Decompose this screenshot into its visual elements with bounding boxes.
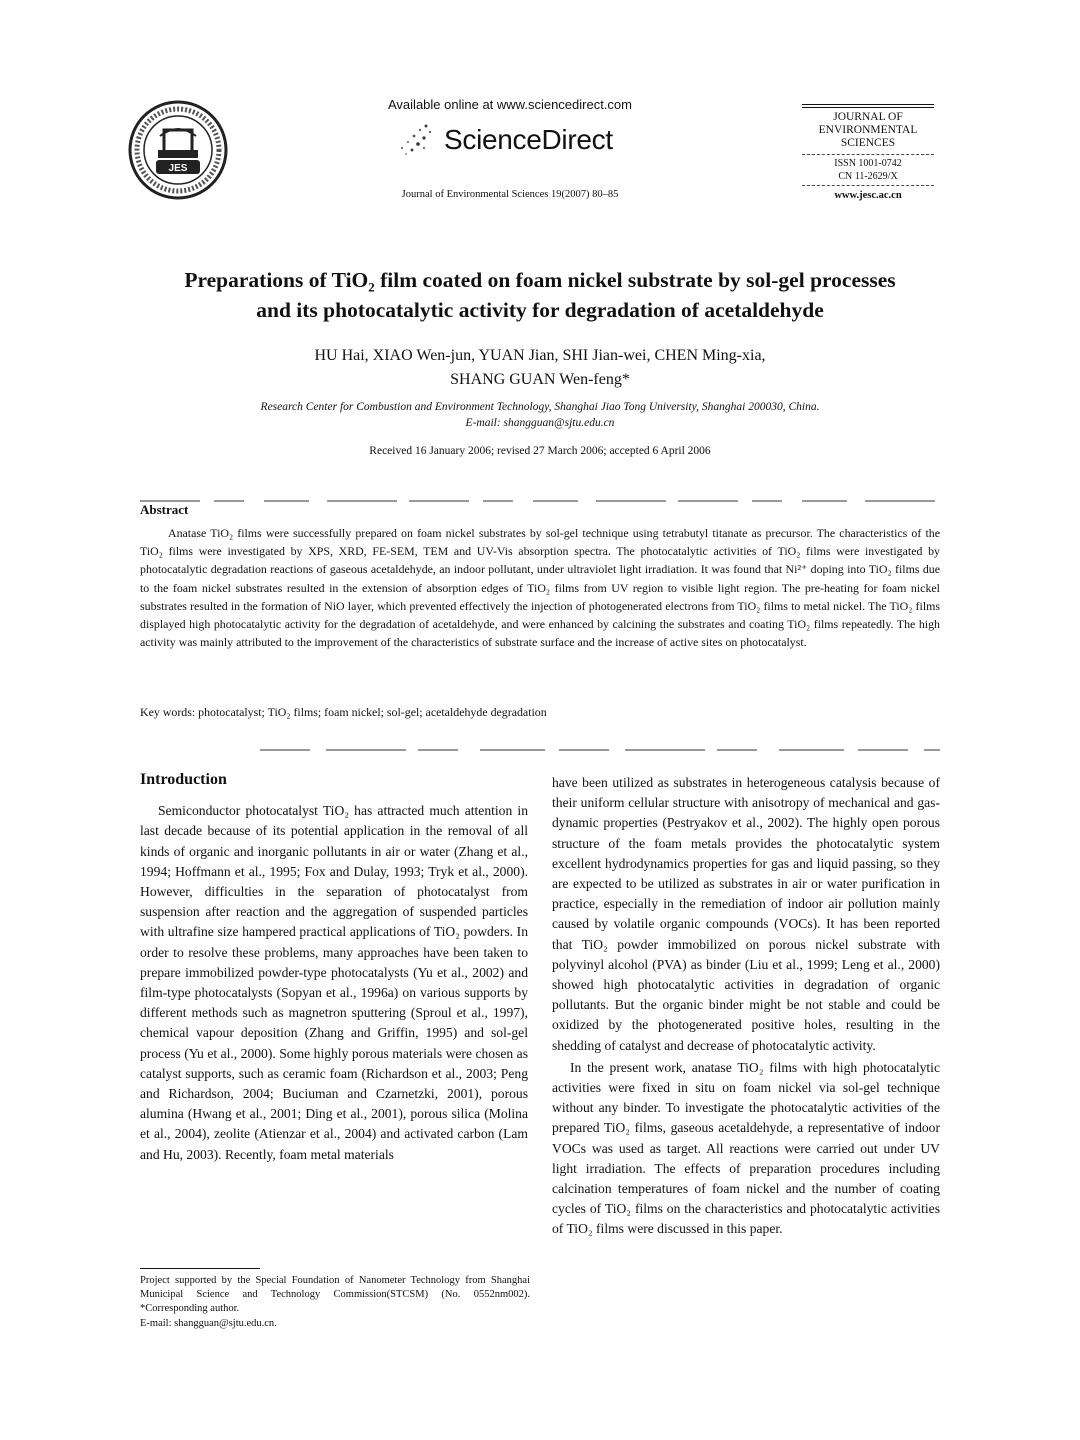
corresponding-email: E-mail: shangguan@sjtu.edu.cn — [465, 417, 615, 429]
authors-line-1: HU Hai, XIAO Wen-jun, YUAN Jian, SHI Jian-wei, CHEN Ming-xia, — [314, 347, 766, 364]
introduction-heading: Introduction — [140, 771, 227, 788]
journal-citation: Journal of Environmental Sciences 19(2007) 80–85 — [401, 189, 619, 200]
journal-cn: CN 11-2629/X — [838, 171, 898, 182]
footnote-rule — [140, 1268, 260, 1269]
authors-line-2: SHANG GUAN Wen-feng* — [450, 371, 630, 388]
title-line-1: Preparations of TiO₂ film coated on foam nickel substrate by sol-gel processes — [184, 268, 896, 292]
footnote-text: Project supported by the Special Foundation of Nanometer Technology from Shanghai Municipal Science and Technology Commission(STCSM) (No. 0552nm002). *Corresponding author. — [140, 1275, 530, 1315]
left-column — [140, 770, 528, 1165]
sciencedirect-name: ScienceDirect — [444, 124, 613, 155]
paper-title — [110, 265, 970, 325]
affiliation-block — [110, 399, 970, 431]
keywords-label: Key words: — [140, 705, 196, 719]
available-online-text: Available online at www.sciencedirect.com — [388, 97, 632, 112]
footnote — [140, 1274, 530, 1331]
abstract-body: Anatase TiO₂ films were successfully prepared on foam nickel substrates by sol-gel technique using tetrabutyl titanate as precursor. The characteristics of the TiO₂ films were investigated by XPS, XRD, FE-SEM, TEM and UV-Vis absorption spectra. The photocatalytic activities of TiO₂ films were investigated by photocatalytic degradation reactions of gaseous acetaldehyde, an indoor pollutant, under ultraviolet light irradiation. It was found that Ni²⁺ doping into TiO₂ films due to the foam nickel substrates resulted in the extension of absorption edges of TiO₂ films from UV region to visible light region. The pre-heating for foam nickel substrates resulted in the formation of NiO layer, which prevented effectively the injection of photogenerated electrons from TiO₂ films to metal nickel. The TiO₂ films displayed high photocatalytic activity for the degradation of acetaldehyde, and were enhanced by calcining the substrates and coating TiO₂ films repeatedly. The high activity was mainly attributed to the improvement of the characteristics of substrate surface and the increase of active sites on photocatalyst. — [140, 526, 940, 650]
jes-seal-icon — [128, 100, 228, 200]
received-dates: Received 16 January 2006; revised 27 March 2006; accepted 6 April 2006 — [369, 445, 711, 457]
journal-box — [802, 104, 934, 202]
intro-paragraph-2: In the present work, anatase TiO₂ films with high photocatalytic activities were fixed in situ on foam nickel via sol-gel technique without any binder. To investigate the photocatalytic activities of the prepared TiO₂ films, gaseous acetaldehyde, a representative of indoor VOCs was used as target. All reactions were carried out under UV light irradiation. The effects of preparation procedures including calcination temperatures of foam nickel and the number of coating cycles of TiO₂ films on the characteristics and photocatalytic activities of TiO₂ films were discussed in this paper. — [552, 1059, 940, 1237]
keywords — [140, 705, 940, 720]
journal-url: www.jesc.ac.cn — [834, 190, 902, 201]
abstract-heading: Abstract — [140, 502, 189, 517]
affiliation: Research Center for Combustion and Environment Technology, Shanghai Jiao Tong University, Shanghai 200030, China. — [260, 401, 820, 413]
author-list — [110, 344, 970, 392]
logo-text: JES — [168, 163, 188, 174]
intro-paragraph-1: Semiconductor photocatalyst TiO₂ has attracted much attention in last decade because of its potential application in the removal of all kinds of organic and inorganic pollutants in air or water (Zhang et al., 1994; Hoffmann et al., 1995; Fox and Dulay, 1993; Tryk et al., 2000). However, difficulties in the separation of photocatalyst from suspension after reaction and the aggregation of suspended particles with ultrafine size hampered practical applications of TiO₂ powders. In order to resolve these problems, many approaches have been taken to prepare immobilized powder-type photocatalysts (Yu et al., 2002) and film-type photocatalysts (Sopyan et al., 1996a) on various supports by different methods such as magnetron sputtering (Sproul et al., 1997), chemical vapour deposition (Zhang and Griffin, 1995) and sol-gel process (Yu et al., 2000). Some highly porous materials were chosen as catalyst supports, such as ceramic foam (Richardson et al., 2003; Peng and Richardson, 2004; Buciuman and Czarnetzki, 2001), porous alumina (Hwang et al., 2001; Ding et al., 2001), porous silica (Molina et al., 2004), zeolite (Atienzar et al., 2004) and activated carbon (Lam and Hu, 2003). Recently, foam metal materials — [140, 803, 528, 1162]
journal-name-line1: JOURNAL OF — [833, 111, 903, 123]
separator-bottom — [140, 738, 940, 740]
sciencedirect-dots-icon — [390, 120, 438, 160]
journal-issn: ISSN 1001-0742 — [834, 158, 902, 169]
separator-top — [140, 489, 940, 491]
title-line-2: and its photocatalytic activity for degradation of acetaldehyde — [256, 298, 824, 322]
right-column — [552, 773, 940, 1240]
keywords-list: photocatalyst; TiO₂ films; foam nickel; sol-gel; acetaldehyde degradation — [198, 705, 547, 719]
journal-name-line2: ENVIRONMENTAL — [818, 124, 918, 136]
intro-paragraph-1-continued: have been utilized as substrates in heterogeneous catalysis because of their uniform cellular structure with anisotropy of mechanical and gas-dynamic properties (Pestryakov et al., 2002). The highly open porous structure of the foam metals provides the photocatalytic system excellent hydrodynamics properties for gas and liquid passing, so they are expected to be utilized as substrates in air or water purification in practice, especially in the remediation of indoor air pollution mainly caused by volatile organic compounds (VOCs). It has been reported that TiO₂ powder immobilized on porous nickel substrate with polyvinyl alcohol (PVA) as binder (Liu et al., 1999; Leng et al., 2000) showed high photocatalytic activities in degradation of organic pollutants. But the organic binder might be not stable and could be oxidized by the photogenerated positive holes, resulting in the shedding of catalyst and decrease of photocatalytic activity. — [552, 775, 940, 1053]
journal-name-line3: SCIENCES — [840, 137, 896, 149]
footnote-email: E-mail: shangguan@sjtu.edu.cn. — [140, 1317, 277, 1329]
